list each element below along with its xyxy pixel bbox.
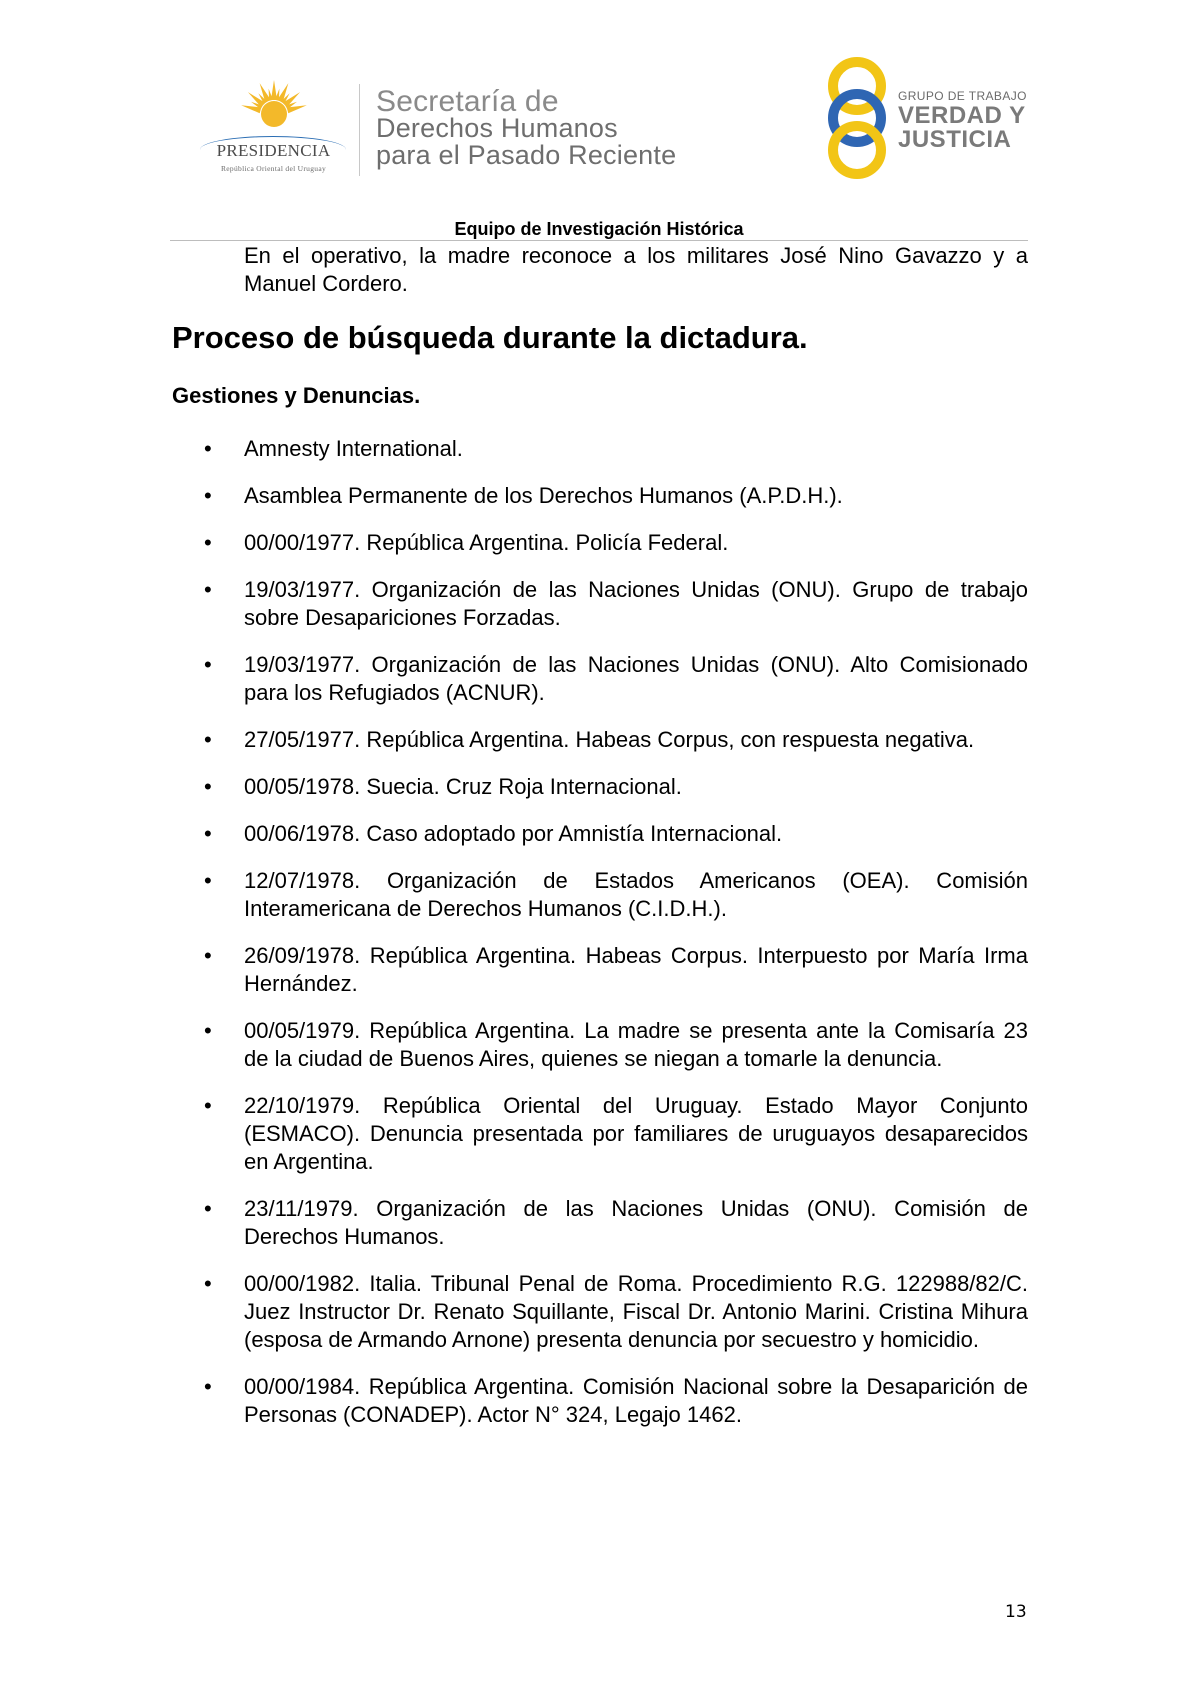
list-item [204, 482, 1028, 510]
list-item [204, 1270, 1028, 1354]
list-item-text: Amnesty International. [244, 436, 463, 461]
bullet: • [204, 1374, 212, 1399]
grupo-label: GRUPO DE TRABAJO [898, 89, 1027, 103]
list-item-text: 00/06/1978. Caso adoptado por Amnistía Internacional. [244, 821, 783, 846]
bullet: • [204, 530, 212, 555]
bullet: • [204, 821, 212, 846]
list-item [204, 942, 1028, 998]
team-title: Equipo de Investigación Histórica [454, 219, 744, 239]
gestiones-list [204, 435, 1028, 1448]
list-item-text: 00/00/1984. República Argentina. Comisión Nacional sobre la Desaparición de Personas (CONADEP). Actor N° 324, Legajo 1462. [244, 1374, 1028, 1427]
section-title: Proceso de búsqueda durante la dictadura. [172, 320, 808, 355]
list-item-text: 22/10/1979. República Oriental del Uruguay. Estado Mayor Conjunto (ESMACO). Denuncia presentada por familiares de uruguayos desaparecidos en Argentina. [244, 1093, 1028, 1174]
list-item [204, 1373, 1028, 1429]
verdad-line: VERDAD Y [898, 102, 1026, 129]
list-item [204, 1092, 1028, 1176]
bullet: • [204, 436, 212, 461]
list-item [204, 820, 1028, 848]
presidencia-logo [196, 78, 351, 178]
secretaria-line-3: para el Pasado Reciente [376, 140, 677, 170]
bullet: • [204, 1093, 212, 1118]
list-item-text: 19/03/1977. Organización de las Naciones Unidas (ONU). Alto Comisionado para los Refugiados (ACNUR). [244, 652, 1028, 705]
subsection-title: Gestiones y Denuncias. [172, 383, 421, 408]
bullet: • [204, 577, 212, 602]
list-item-text: 27/05/1977. República Argentina. Habeas Corpus, con respuesta negativa. [244, 727, 975, 752]
rings-icon [822, 56, 892, 180]
list-item [204, 435, 1028, 463]
list-item-text: 19/03/1977. Organización de las Naciones Unidas (ONU). Grupo de trabajo sobre Desapariciones Forzadas. [244, 577, 1028, 630]
page-number: 13 [1005, 1602, 1027, 1622]
presidencia-subtitle: República Oriental del Uruguay [220, 164, 326, 173]
list-item [204, 651, 1028, 707]
verdad-justicia-logo [822, 56, 1032, 180]
list-item-text: Asamblea Permanente de los Derechos Humanos (A.P.D.H.). [244, 483, 843, 508]
bullet: • [204, 868, 212, 893]
list-item [204, 726, 1028, 754]
list-item-text: 00/05/1979. República Argentina. La madre se presenta ante la Comisaría 23 de la ciudad de Buenos Aires, quienes se niegan a tomarle la denuncia. [244, 1018, 1028, 1071]
verdad-label [898, 104, 1026, 152]
list-item-text: 23/11/1979. Organización de las Naciones Unidas (ONU). Comisión de Derechos Humanos. [244, 1196, 1028, 1249]
presidencia-label: PRESIDENCIA [216, 141, 331, 160]
list-item [204, 529, 1028, 557]
list-item-text: 00/05/1978. Suecia. Cruz Roja Internacional. [244, 774, 682, 799]
bullet: • [204, 1196, 212, 1221]
list-item-text: 12/07/1978. Organización de Estados Americanos (OEA). Comisión Interamericana de Derechos Humanos (C.I.D.H.). [244, 868, 1028, 921]
secretaria-line-2: Derechos Humanos [376, 113, 618, 143]
list-item-text: 00/00/1982. Italia. Tribunal Penal de Roma. Procedimiento R.G. 122988/82/C. Juez Instructor Dr. Renato Squillante, Fiscal Dr. Antonio Marini. Cristina Mihura (esposa de Armando Arnone) presenta denuncia por secuestro y homicidio. [244, 1271, 1028, 1352]
list-item [204, 576, 1028, 632]
bullet: • [204, 943, 212, 968]
header-divider [359, 84, 360, 176]
header-rule [170, 240, 1028, 241]
bullet: • [204, 483, 212, 508]
justicia-line: JUSTICIA [898, 126, 1012, 153]
secretaria-title [376, 85, 677, 170]
list-item [204, 773, 1028, 801]
bullet: • [204, 727, 212, 752]
list-item [204, 1017, 1028, 1073]
bullet: • [204, 774, 212, 799]
bullet: • [204, 1271, 212, 1296]
bullet: • [204, 652, 212, 677]
sun-icon [238, 78, 310, 140]
bullet: • [204, 1018, 212, 1043]
secretaria-line-1: Secretaría de [376, 85, 559, 118]
list-item [204, 867, 1028, 923]
list-item [204, 1195, 1028, 1251]
intro-paragraph: En el operativo, la madre reconoce a los militares José Nino Gavazzo y a Manuel Cordero. [244, 243, 1028, 296]
list-item-text: 26/09/1978. República Argentina. Habeas Corpus. Interpuesto por María Irma Hernández. [244, 943, 1028, 996]
list-item-text: 00/00/1977. República Argentina. Policía Federal. [244, 530, 729, 555]
